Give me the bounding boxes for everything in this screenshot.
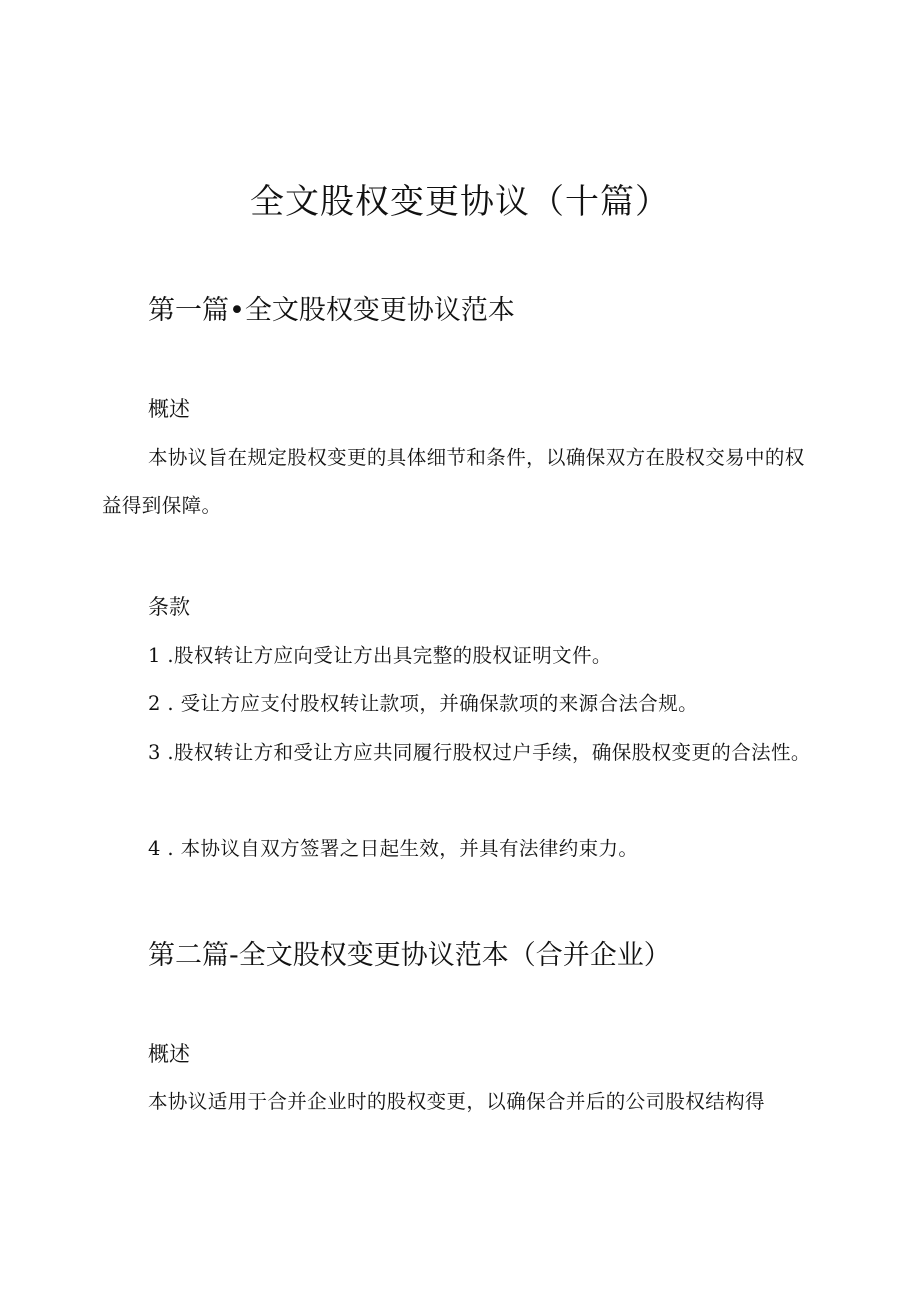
section-1-overview-heading: 概述 <box>148 397 190 421</box>
section-2-overview-text: 本协议适用于合并企业时的股权变更，以确保合并后的公司股权结构得 <box>148 1090 765 1113</box>
section-1-terms-heading: 条款 <box>148 595 190 619</box>
section-1-heading: 第一篇•全文股权变更协议范本 <box>148 295 515 326</box>
section-1-term-2: 2 . 受让方应支付股权转让款项，并确保款项的来源合法合规。 <box>148 692 699 715</box>
section-1-term-3: 3 .股权转让方和受让方应共同履行股权过户手续，确保股权变更的合法性。 <box>148 741 811 764</box>
section-1-overview-text: 本协议旨在规定股权变更的具体细节和条件，以确保双方在股权交易中的权益得到保障。 <box>102 446 805 517</box>
section-2-heading: 第二篇-全文股权变更协议范本（合并企业） <box>148 940 671 971</box>
section-1-term-4: 4 . 本协议自双方签署之日起生效，并具有法律约束力。 <box>148 837 639 860</box>
document-title: 全文股权变更协议（十篇） <box>250 182 670 222</box>
section-2-overview-heading: 概述 <box>148 1042 190 1066</box>
section-1-term-1: 1 .股权转让方应向受让方出具完整的股权证明文件。 <box>148 644 612 667</box>
